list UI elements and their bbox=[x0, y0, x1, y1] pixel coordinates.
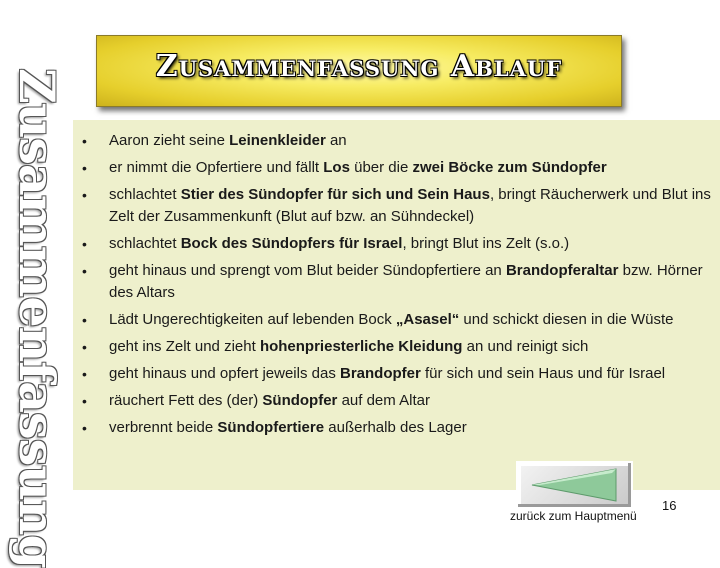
bullet-emphasis: Sündopfer bbox=[262, 392, 338, 409]
bullet-text bbox=[109, 419, 467, 436]
bullet-segment: , bringt Räucherwerk und Blut ins Zelt der Zusammenkunft (Blut auf bzw. an Sühndeckel) bbox=[109, 186, 711, 225]
bullet-segment: an und reinigt sich bbox=[462, 338, 589, 355]
bullet-emphasis: Los bbox=[323, 159, 350, 176]
bullet-list bbox=[73, 130, 713, 444]
bullet-dot-icon: • bbox=[82, 339, 87, 355]
bullet-segment: auf dem Altar bbox=[337, 392, 430, 409]
bullet-segment: für sich und sein Haus und für Israel bbox=[420, 365, 666, 382]
bullet-text bbox=[109, 159, 607, 176]
bullet-text bbox=[109, 338, 588, 355]
bullet-segment: schlachtet bbox=[109, 235, 181, 252]
bullet-segment: über die bbox=[349, 159, 413, 176]
bullet-text bbox=[109, 365, 665, 382]
bullet-item bbox=[73, 130, 713, 152]
bullet-item bbox=[73, 157, 713, 179]
bullet-segment: Aaron zieht seine bbox=[109, 132, 230, 149]
bullet-dot-icon: • bbox=[82, 366, 87, 382]
back-to-main-menu-button[interactable] bbox=[516, 461, 633, 509]
bullet-segment: bzw. Hörner des Altars bbox=[109, 262, 703, 301]
bullet-emphasis: „Asasel“ bbox=[395, 311, 460, 328]
bullet-text bbox=[109, 132, 347, 149]
bullet-text bbox=[109, 262, 703, 301]
bullet-segment: geht hinaus und opfert jeweils das bbox=[109, 365, 340, 382]
page-number: 16 bbox=[662, 498, 677, 513]
back-arrow-icon bbox=[518, 463, 631, 507]
bullet-emphasis: Bock des Sündopfers für Israel bbox=[180, 235, 403, 252]
bullet-text bbox=[109, 186, 711, 225]
bullet-segment: er nimmt die Opfertiere und fällt bbox=[109, 159, 324, 176]
bullet-item bbox=[73, 260, 713, 304]
bullet-segment: außerhalb des Lager bbox=[324, 419, 467, 436]
bullet-segment: Lädt Ungerechtigkeiten auf lebenden Bock bbox=[109, 311, 396, 328]
bullet-segment: geht hinaus und sprengt vom Blut beider Sündopfertiere an bbox=[109, 262, 506, 279]
bullet-emphasis: Stier des Sündopfer für sich und Sein Haus bbox=[180, 186, 490, 203]
bullet-segment: und schickt diesen in die Wüste bbox=[459, 311, 674, 328]
bullet-item bbox=[73, 417, 713, 439]
bullet-emphasis: Brandopferaltar bbox=[505, 262, 619, 279]
bullet-segment: , bringt Blut ins Zelt (s.o.) bbox=[402, 235, 570, 252]
bullet-item bbox=[73, 233, 713, 255]
bullet-item bbox=[73, 336, 713, 358]
page-title: Zusammenfassung Ablauf bbox=[155, 49, 563, 84]
bullet-emphasis: Brandopfer bbox=[339, 365, 421, 382]
bullet-emphasis: zwei Böcke zum Sündopfer bbox=[412, 159, 607, 176]
bullet-dot-icon: • bbox=[82, 133, 87, 149]
bullet-emphasis: Sündopfertiere bbox=[217, 419, 325, 436]
bullet-text bbox=[109, 235, 569, 252]
bullet-segment: geht ins Zelt und zieht bbox=[109, 338, 260, 355]
bullet-text bbox=[109, 392, 430, 409]
bullet-emphasis: Leinenkleider bbox=[229, 132, 326, 149]
bullet-text bbox=[109, 311, 674, 328]
bullet-item bbox=[73, 363, 713, 385]
bullet-item bbox=[73, 184, 713, 228]
bullet-segment: schlachtet bbox=[109, 186, 181, 203]
back-to-main-menu-link[interactable]: zurück zum Hauptmenü bbox=[510, 509, 637, 523]
bullet-dot-icon: • bbox=[82, 236, 87, 252]
bullet-segment: verbrennt beide bbox=[109, 419, 218, 436]
bullet-segment: räuchert Fett des (der) bbox=[109, 392, 263, 409]
side-title-text: Zusammenfassung bbox=[8, 68, 66, 568]
bullet-item bbox=[73, 309, 713, 331]
bullet-dot-icon: • bbox=[82, 312, 87, 328]
bullet-emphasis: hohenpriesterliche Kleidung bbox=[259, 338, 463, 355]
title-banner bbox=[96, 35, 622, 107]
bullet-dot-icon: • bbox=[82, 420, 87, 436]
bullet-dot-icon: • bbox=[82, 263, 87, 279]
bullet-segment: an bbox=[325, 132, 347, 149]
bullet-dot-icon: • bbox=[82, 393, 87, 409]
side-title bbox=[0, 68, 74, 568]
bullet-dot-icon: • bbox=[82, 187, 87, 203]
bullet-item bbox=[73, 390, 713, 412]
bullet-dot-icon: • bbox=[82, 160, 87, 176]
